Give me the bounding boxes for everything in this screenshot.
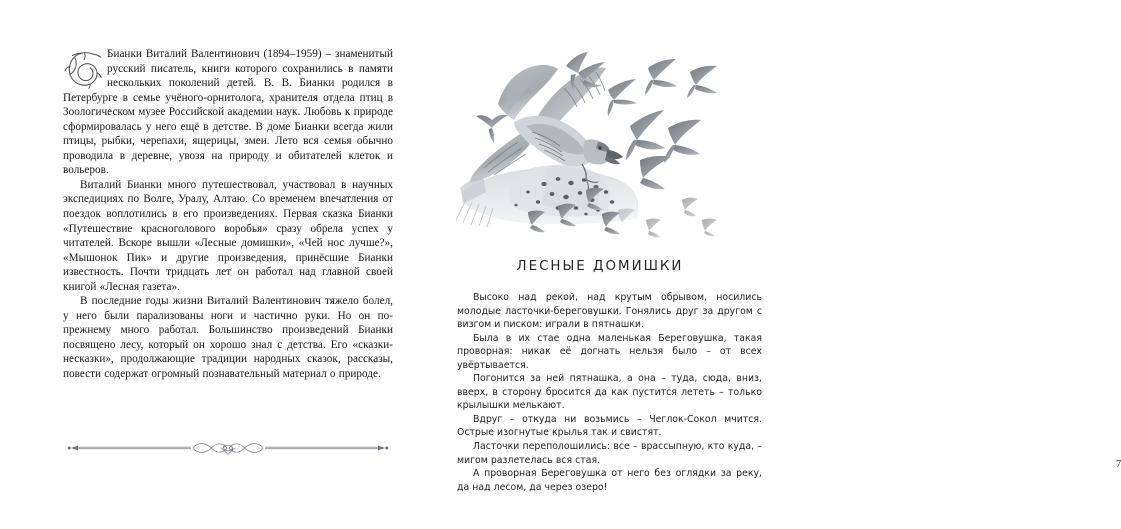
story-paragraph-6: А проворная Береговушка от него без оглядки за реку, да над лесом, да через озеро! (457, 468, 762, 493)
story-paragraph-1: Высоко над рекой, над крутым обрывом, носились молодые ласточки-береговушки. Гонялись друг за другом с визгом и писком: играли в пятнашки. (457, 292, 762, 331)
biography-paragraph-1 (63, 47, 393, 178)
story-paragraph-4: Вдруг – откуда ни возьмись – Чеглок-Сокол мчится. Острые изогнутые крылья так и свистят. (457, 413, 762, 439)
biography-text-block (63, 47, 393, 382)
left-page (0, 0, 400, 529)
biography-paragraph-3: В последние годы жизни Виталий Валентинович тяжело болел, у него были парализованы ноги и частично руки. Но он по-прежнему много работал. Большинство произведений Бианки посвящено лесу, который он хорошо знал с детства. Его «сказки-несказки», продолжающие традиции народных сказок, рассказы, повести содержат огромный познавательный материал о природе. (63, 295, 393, 381)
right-page (400, 0, 1121, 529)
biography-paragraph-1-text: Бианки Виталий Валентинович (1894–1959) – знаменитый русский писатель, книги которого сохранились в памяти нескольких поколений детей. В. В. Бианки родился в Петербурге в семье учёного-орнитолога, хранителя отдела птиц в Зоологическом музее Российской академии наук. Любовь к природе сформировалась у него ещё в детстве. В доме Бианки всегда жили птицы, рыбки, черепахи, ящерицы, змеи. Лето вся семья обычно проводила в деревне, увозя на природу и обитателей клеток и вольеров. (63, 48, 393, 177)
story-title: ЛЕСНЫЕ ДОМИШКИ (516, 259, 684, 274)
falcon-chasing-swallows-illustration (440, 42, 780, 252)
page-number: 7 (1116, 459, 1121, 470)
story-paragraph-5: Ласточки переполошились: все – врассыпную, кто куда, – мигом разлетелась вся стая. (457, 441, 762, 466)
drop-cap-letter-b-icon (63, 49, 105, 89)
story-paragraph-3: Погонится за ней пятнашка, а она – туда, сюда, вниз, вверх, в сторону бросится да как пустится лететь – только крылышки мелькают. (457, 373, 762, 412)
biography-paragraph-2: Виталий Бианки много путешествовал, участвовал в научных экспедициях по Волге, Уралу, Алтаю. Со временем впечатления от поездок воплотились в его произведениях. Первая сказка Бианки «Путешествие красноголового воробья» сразу обрела успех у читателей. Вскоре вышли «Лесные домишки», «Чей нос лучше?», «Мышонок Пик» и другие произведения, принёсшие Бианки известность. Почти тридцать лет он работал над главной своей книгой «Лесная газета». (63, 178, 393, 293)
decorative-divider (63, 440, 393, 456)
story-text-block (457, 291, 762, 494)
story-paragraph-2: Была в их стае одна маленькая Береговушка, такая проворная: никак её догнать нельзя было – от всех увёртывается. (457, 332, 762, 371)
